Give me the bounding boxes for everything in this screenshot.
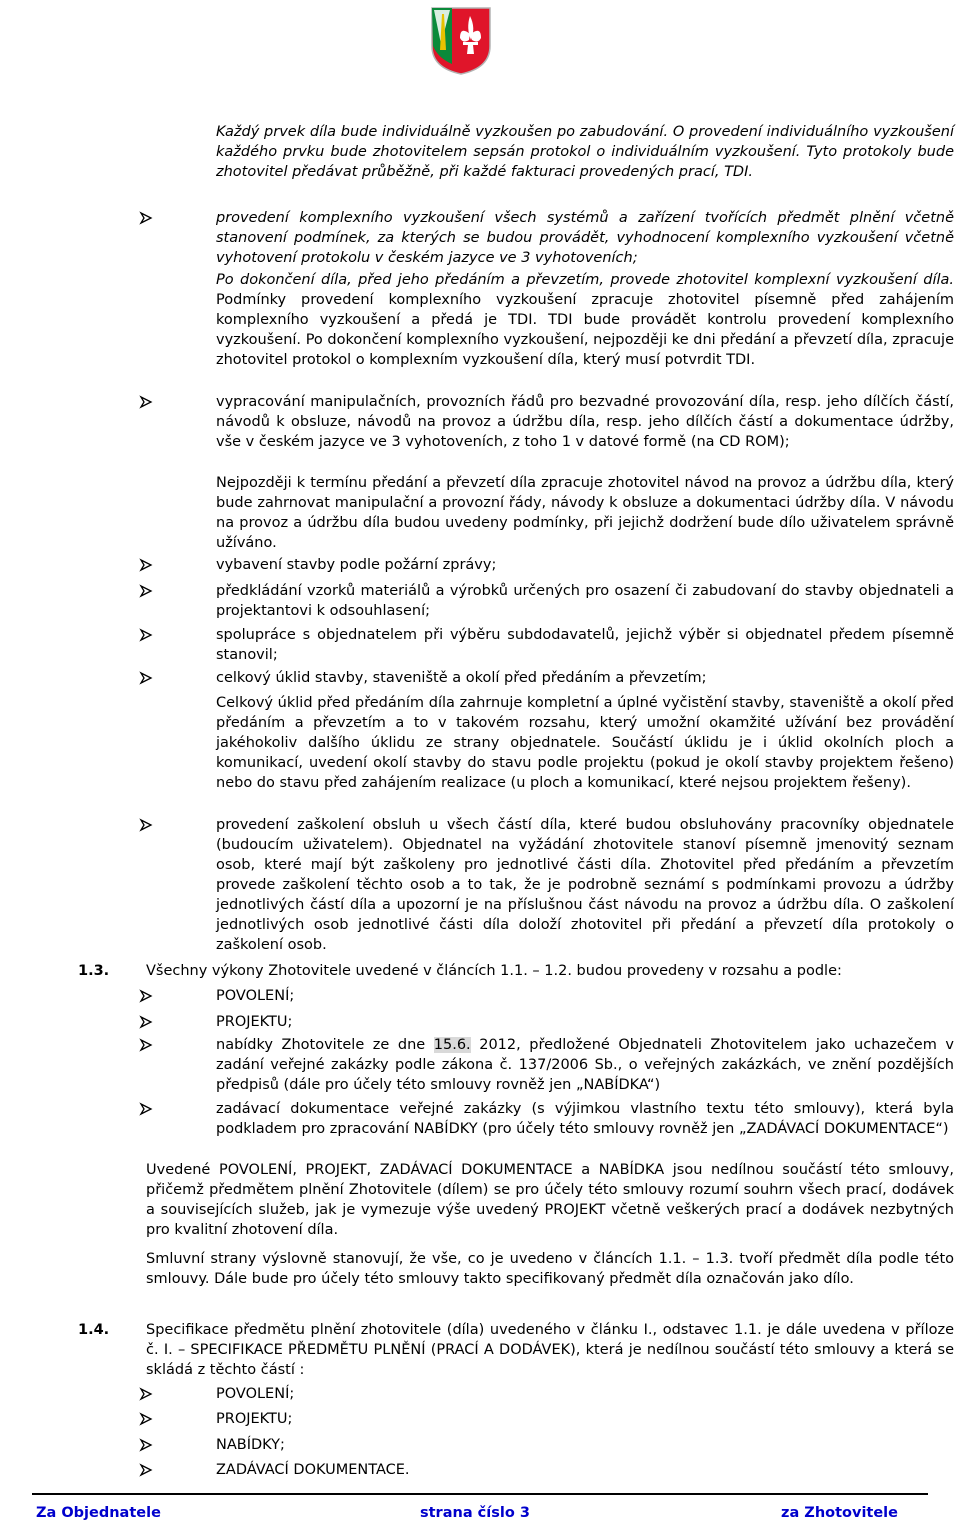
paragraph-complex-testing-conditions: Podmínky provedení komplexního vyzkoušení zpracuje zhotovitel písemně před zahájením komplexního vyzkoušení a předá je TDI. TDI bude provádět kontrolu provedení komplexního vyzkoušení. bbox=[216, 292, 954, 348]
bullet-operating-rules: vypracování manipulačních, provozních řádů pro bezvadné provozování díla, resp. jeho dílčích částí, návodů k obsluze, návodů na provoz a údržbu díla, resp. jeho dílčích částí a dokumentace údržby, vše v českém jazyce ve 3 vyhotoveních, z toho 1 v datové formě (na CD ROM); bbox=[216, 394, 954, 450]
section-1-3-intro: Všechny výkony Zhotovitele uvedené v článcích 1.1. – 1.2. budou provedeny v rozsahu a podle: bbox=[146, 963, 842, 979]
paragraph-subject-definition: Smluvní strany výslovně stanovují, že vše, co je uvedeno v článcích 1.1. – 1.3. tvoří předmět díla podle této smlouvy. Dále bude pro účely této smlouvy takto specifikovaný předmět díla označován jako dílo. bbox=[146, 1251, 954, 1287]
list-item: ZADÁVACÍ DOKUMENTACE. bbox=[216, 1462, 410, 1478]
arrow-bullet-icon bbox=[139, 581, 159, 601]
arrow-bullet-icon bbox=[139, 1012, 159, 1032]
list-item: POVOLENÍ; bbox=[216, 988, 295, 1004]
offer-date-highlight: 15.6. bbox=[433, 1037, 471, 1053]
paragraph-complex-testing-detail bbox=[216, 270, 954, 370]
arrow-bullet-icon bbox=[139, 555, 159, 575]
arrow-bullet-icon bbox=[139, 208, 159, 228]
section-1-4-intro: Specifikace předmětu plnění zhotovitele (díla) uvedeného v článku I., odstavec 1.1. je dále uvedena v příloze č. I. – SPECIFIKACE PŘEDMĚTU PLNĚNÍ (PRACÍ A DODÁVEK), která je nedílnou součástí této smlouvy a která se skládá z těchto částí : bbox=[146, 1322, 954, 1378]
list-item: POVOLENÍ; bbox=[216, 1386, 295, 1402]
footer-page-number: strana číslo 3 bbox=[420, 1505, 530, 1521]
arrow-bullet-icon bbox=[139, 986, 159, 1006]
bullet-training: provedení zaškolení obsluh u všech částí díla, které budou obsluhovány pracovníky objednatele (budoucím uživatelem). Objednatel na vyžádání zhotovitele stanoví písemně jmenovitý seznam osob, které mají být zaškoleny pro jednotlivé části díla. Zhotovitel před předáním a převzetím provede zaškolení těchto osob a to tak, že je podrobně seznámí s podmínkami provozu a údržby jednotlivých částí díla a upozorní je na příslušnou část návodu na provoz a údržbu díla. O zaškolení jednotlivých osob jednotlivé části díla doloží zhotovitel při předání a převzetí díla protokoly o zaškolení osob. bbox=[216, 817, 954, 953]
arrow-bullet-icon bbox=[139, 1409, 159, 1429]
arrow-bullet-icon bbox=[139, 392, 159, 412]
page-footer bbox=[32, 1493, 928, 1521]
paragraph-contract-components: Uvedené POVOLENÍ, PROJEKT, ZADÁVACÍ DOKUMENTACE a NABÍDKA jsou nedílnou součástí této smlouvy, přičemž předmětem plnění Zhotovitele (dílem) se pro účely této smlouvy rozumí souhrn všech prací, dodávek a souvisejících služeb, jak je vymezuje výše uvedený PROJEKT včetně veškerých prací a dodávek nezbytných pro kvalitní zhotovení díla. bbox=[146, 1162, 954, 1238]
arrow-bullet-icon bbox=[139, 815, 159, 835]
paragraph-complex-testing-lead: Po dokončení díla, před jeho předáním a převzetím, provede zhotovitel komplexní vyzkoušení díla. bbox=[216, 272, 954, 288]
bullet-fire-equipment: vybavení stavby podle požární zprávy; bbox=[216, 557, 497, 573]
bullet-complex-testing: provedení komplexního vyzkoušení všech systémů a zařízení tvořících předmět plnění včetně stanovení podmínek, za kterých se budou provádět, vyhodnocení komplexního vyzkoušení včetně vyhotovení protokolu v českém jazyce ve 3 vyhotoveních; bbox=[216, 210, 954, 266]
list-item: PROJEKTU; bbox=[216, 1411, 293, 1427]
offer-text-start: nabídky Zhotovitele ze dne bbox=[216, 1037, 434, 1053]
arrow-bullet-icon bbox=[139, 625, 159, 645]
coat-of-arms-logo bbox=[430, 6, 492, 76]
list-item: NABÍDKY; bbox=[216, 1437, 285, 1453]
paragraph-cleanup-detail: Celkový úklid před předáním díla zahrnuje kompletní a úplné vyčistění stavby, staveniště a okolí před předáním a převzetím a to v takovém rozsahu, který umožní okamžité užívání bez provádění jakéhokoliv dalšího úklidu ze strany objednatele. Součástí úklidu je i úklid okolních ploch a komunikací, uvedení okolí stavby do stavu podle projektu (pokud je okolí stavby projektem řešeno) nebo do stavu před zahájením realizace (u ploch a komunikací, které nejsou projektem řešeny). bbox=[216, 695, 954, 791]
paragraph-operating-manual: Nejpozději k termínu předání a převzetí díla zpracuje zhotovitel návod na provoz a údržbu díla, který bude zahrnovat manipulační a provozní řády, návody k obsluze a dokumentaci údržby díla. V návodu na provoz a údržbu díla budou uvedeny podmínky, při jejichž dodržení bude dílo uživatelem správně užíváno. bbox=[216, 475, 954, 551]
section-number: 1.3. bbox=[78, 963, 110, 979]
arrow-bullet-icon bbox=[139, 1460, 159, 1480]
arrow-bullet-icon bbox=[139, 1035, 159, 1055]
offer-text-end: 2012, předložené Objednateli Zhotovitelem jako uchazečem v zadání veřejné zakázky podle zákona č. 137/2006 Sb., o veřejných zakázkách, ve znění pozdějších předpisů (dále pro účely této smlouvy rovněž jen „NABÍDKA“) bbox=[216, 1037, 954, 1093]
list-item: PROJEKTU; bbox=[216, 1014, 293, 1030]
arrow-bullet-icon bbox=[139, 668, 159, 688]
bullet-subcontractors: spolupráce s objednatelem při výběru subdodavatelů, jejichž výběr si objednatel předem písemně stanovil; bbox=[216, 627, 954, 663]
bullet-material-samples: předkládání vzorků materiálů a výrobků určených pro osazení či zabudovaní do stavby objednateli a projektantovi k odsouhlasení; bbox=[216, 583, 954, 619]
arrow-bullet-icon bbox=[139, 1384, 159, 1404]
arrow-bullet-icon bbox=[139, 1435, 159, 1455]
arrow-bullet-icon bbox=[139, 1099, 159, 1119]
bullet-tender-documents: zadávací dokumentace veřejné zakázky (s výjimkou vlastního textu této smlouvy), která byla podkladem pro zpracování NABÍDKY (pro účely této smlouvy rovněž jen „ZADÁVACÍ DOKUMENTACE“) bbox=[216, 1101, 954, 1137]
section-number: 1.4. bbox=[78, 1322, 110, 1338]
paragraph-complex-testing-protocol: Po dokončení komplexního vyzkoušení, nejpozději ke dni předání a převzetí díla, zpracuje zhotovitel protokol o komplexním vyzkoušení díla, který musí potvrdit TDI. bbox=[216, 332, 955, 368]
bullet-cleanup: celkový úklid stavby, staveniště a okolí před předáním a převzetím; bbox=[216, 670, 707, 686]
bullet-offer bbox=[216, 1035, 954, 1095]
footer-client-signature: Za Objednatele bbox=[36, 1505, 161, 1521]
paragraph-individual-testing: Každý prvek díla bude individuálně vyzkoušen po zabudování. O provedení individuálního vyzkoušení každého prvku bude zhotovitelem sepsán protokol o individuálním vyzkoušení. Tyto protokoly bude zhotovitel předávat průběžně, při každé fakturaci provedených prací, TDI. bbox=[216, 124, 954, 180]
footer-contractor-signature: za Zhotovitele bbox=[781, 1505, 898, 1521]
